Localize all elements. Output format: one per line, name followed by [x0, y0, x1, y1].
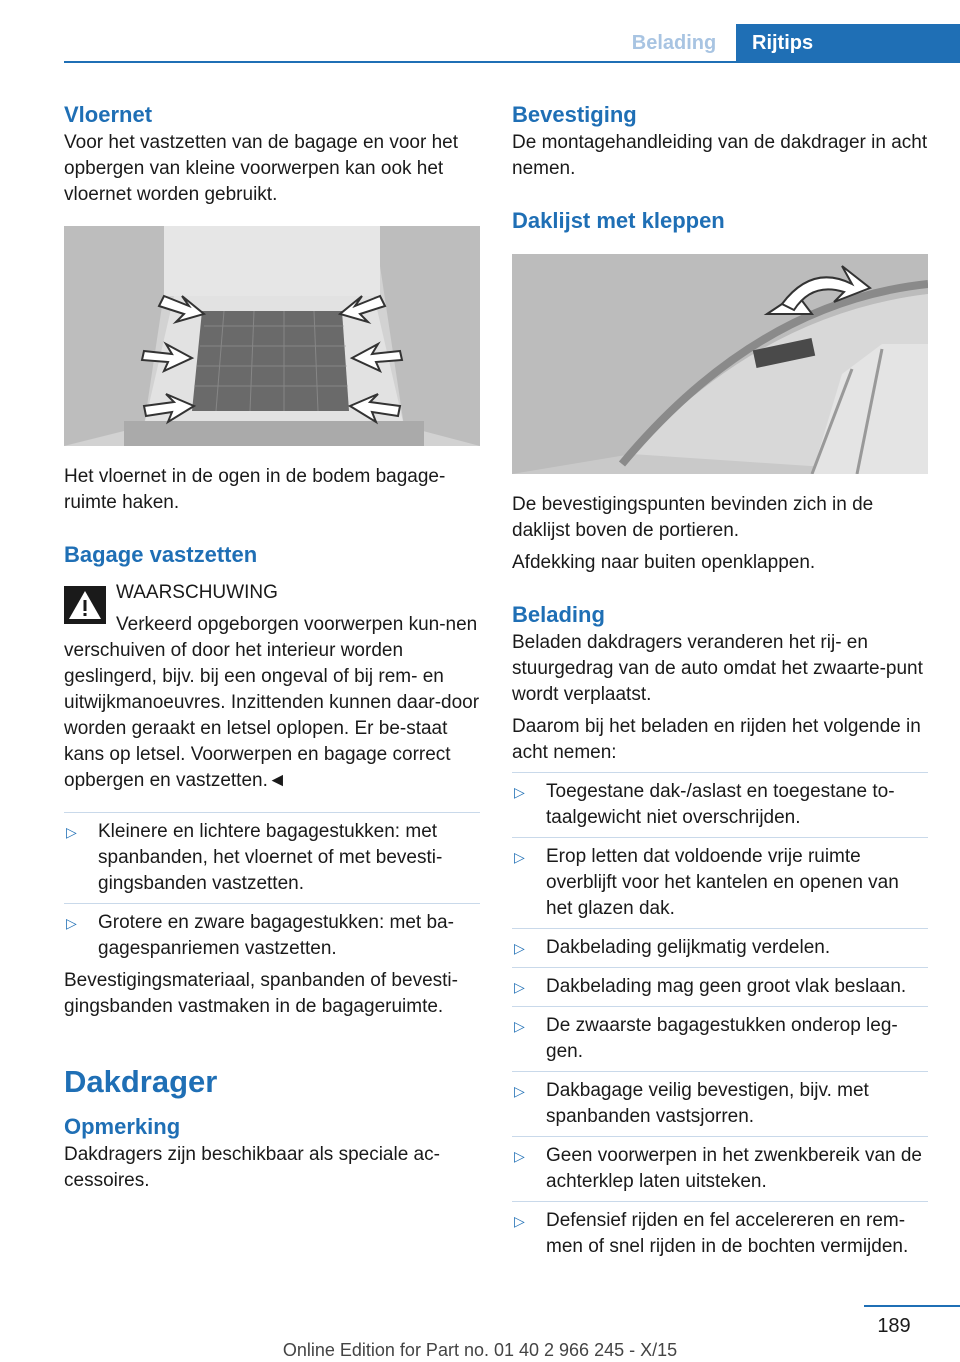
list-item: [512, 928, 928, 967]
belading-text-1: Beladen dakdragers veranderen het rij- en stuurgedrag van de auto omdat het zwaarte-punt wordt verplaatst.: [512, 632, 923, 705]
warning-label: WAARSCHUWING: [116, 582, 278, 603]
triangle-bullet-icon: ▷: [514, 849, 525, 865]
list-item-text: Geen voorwerpen in het zwenkbereik van de achterklep laten uitsteken.: [546, 1145, 923, 1192]
belading-heading: Belading: [512, 602, 605, 627]
daklijst-caption-2: Afdekking naar buiten openklappen.: [512, 552, 816, 573]
bevestiging-text: De montagehandleiding van de dakdrager in acht nemen.: [512, 132, 928, 179]
edition-text: Online Edition for Part no. 01 40 2 966 245 - X/15: [282, 1340, 678, 1360]
header-rule: [64, 61, 960, 63]
list-item: [512, 1006, 928, 1071]
cargo-net-image: [64, 226, 480, 446]
triangle-bullet-icon: ▷: [66, 915, 77, 931]
belading-text-2: Daarom bij het beladen en rijden het volgende in acht nemen:: [512, 716, 921, 763]
bagage-bullet-list: [64, 812, 480, 968]
left-column: [64, 100, 480, 1194]
list-item-text: Kleinere en lichtere bagagestukken: met spanbanden, het vloernet of met bevesti-gingsbanden vastzetten.: [98, 821, 443, 894]
triangle-bullet-icon: ▷: [514, 940, 525, 956]
vloernet-text: Voor het vastzetten van de bagage en voor het opbergen van kleine voorwerpen kan ook het vloernet worden gebruikt.: [64, 132, 459, 205]
list-item: [512, 772, 928, 837]
triangle-bullet-icon: ▷: [514, 979, 525, 995]
list-item-text: Defensief rijden en fel accelereren en rem-men of snel rijden in de bochten vermijden.: [546, 1210, 909, 1257]
list-item: [512, 837, 928, 928]
list-item: [64, 812, 480, 903]
list-item-text: Dakbelading mag geen groot vlak beslaan.: [546, 976, 907, 997]
cargo-net-illustration: [64, 226, 480, 446]
header-chapter-tab: Rijtips: [736, 24, 960, 62]
warning-block: [64, 580, 480, 612]
list-item-text: De zwaarste bagagestukken onderop leg-gen.: [546, 1015, 898, 1062]
list-item-text: Dakbagage veilig bevestigen, bijv. met spanbanden vastsjorren.: [546, 1080, 869, 1127]
list-item: [512, 1201, 928, 1266]
header-section-tab: Belading: [631, 32, 717, 54]
daklijst-heading: Daklijst met kleppen: [512, 208, 725, 233]
list-item-text: Grotere en zware bagagestukken: met ba-gagespanriemen vastzetten.: [98, 912, 454, 959]
warning-text: Verkeerd opgeborgen voorwerpen kun-nen verschuiven of door het interieur worden geslingerd, bijv. bij een ongeval of bij rem- en uitwijkmanoeuvres. Inzittenden kunnen daar-door worden geraakt en letsel oplopen. Er be-staat kans op letsel. Voorwerpen en bagage correct opbergen en vastzetten.◄: [64, 614, 480, 791]
dakdrager-heading: Dakdrager: [64, 1064, 218, 1099]
list-item-text: Toegestane dak-/aslast en toegestane to-taalgewicht niet overschrijden.: [546, 781, 895, 828]
daklijst-caption-1: De bevestigingspunten bevinden zich in de daklijst boven de portieren.: [512, 494, 874, 541]
warning-triangle-icon: [64, 586, 106, 624]
triangle-bullet-icon: ▷: [514, 1018, 525, 1034]
list-item-text: Erop letten dat voldoende vrije ruimte overblijft voor het kantelen en openen van het glazen dak.: [546, 846, 899, 919]
vloernet-caption: Het vloernet in de ogen in de bodem bagage-ruimte haken.: [64, 466, 446, 513]
triangle-bullet-icon: ▷: [514, 1213, 525, 1229]
list-item: [512, 1136, 928, 1201]
footer-rule: [864, 1305, 960, 1307]
list-item: [64, 903, 480, 968]
bevestiging-heading: Bevestiging: [512, 102, 637, 127]
list-item: [512, 1071, 928, 1136]
opmerking-text: Dakdragers zijn beschikbaar als speciale ac-cessoires.: [64, 1144, 440, 1191]
roof-rail-illustration: [512, 254, 928, 474]
vloernet-heading: Vloernet: [64, 102, 153, 127]
belading-bullet-list: [512, 772, 928, 1266]
list-item-text: Dakbelading gelijkmatig verdelen.: [546, 937, 831, 958]
triangle-bullet-icon: ▷: [514, 784, 525, 800]
triangle-bullet-icon: ▷: [514, 1083, 525, 1099]
triangle-bullet-icon: ▷: [66, 824, 77, 840]
triangle-bullet-icon: ▷: [514, 1148, 525, 1164]
list-item: [512, 967, 928, 1006]
roof-rail-image: [512, 254, 928, 474]
page-number: 189: [877, 1315, 911, 1337]
bagage-heading: Bagage vastzetten: [64, 542, 258, 567]
material-text: Bevestigingsmateriaal, spanbanden of bevesti-gingsbanden vastmaken in de bagageruimte.: [64, 970, 458, 1017]
opmerking-heading: Opmerking: [64, 1114, 181, 1139]
right-column: [512, 100, 928, 1266]
